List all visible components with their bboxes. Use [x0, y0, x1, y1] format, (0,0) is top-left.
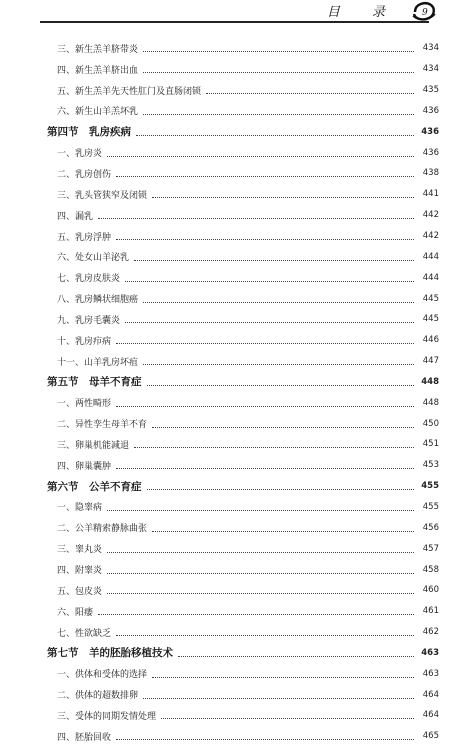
toc-entry-title: 五、乳房浮肿: [47, 230, 113, 243]
dot-leader: [98, 613, 414, 615]
dot-leader: [178, 655, 414, 657]
toc-entry-title: 七、性欲缺乏: [47, 626, 113, 639]
toc-entry-title: 四、附睾炎: [47, 563, 104, 576]
dot-leader: [116, 238, 414, 240]
toc-item-row: [47, 517, 439, 538]
toc-page-number: 463: [421, 647, 439, 658]
toc-entry-title: 二、供体的超数排卵: [47, 688, 140, 701]
dot-leader: [161, 717, 414, 719]
toc-item-row: [47, 267, 439, 288]
toc-item-row: [47, 705, 439, 726]
toc-item-row: [47, 163, 439, 184]
toc-page-number: 461: [422, 606, 439, 617]
toc-page-number: 458: [422, 564, 439, 575]
toc-entry-title: 一、供体和受体的选择: [47, 667, 149, 680]
dot-leader: [152, 676, 414, 678]
toc-item-row: [47, 601, 439, 622]
dot-leader: [116, 342, 414, 344]
toc-entry-title: 第六节 公羊不育症: [47, 480, 142, 493]
toc-entry-title: 三、新生羔羊脐带炎: [47, 42, 140, 55]
dot-leader: [143, 301, 414, 303]
toc-entry-title: 五、包皮炎: [47, 584, 104, 597]
toc-entry-title: 一、乳房炎: [47, 146, 104, 159]
dot-leader: [147, 488, 415, 490]
toc-item-row: [47, 246, 439, 267]
dot-leader: [125, 321, 414, 323]
toc-entry-title: 四、新生羔羊脐出血: [47, 63, 140, 76]
dot-leader: [147, 384, 415, 386]
toc-entry-title: 四、卵巢囊肿: [47, 459, 113, 472]
toc-item-row: [47, 455, 439, 476]
dot-leader: [143, 113, 414, 115]
toc-item-row: [47, 726, 439, 747]
dot-leader: [134, 259, 414, 261]
toc-page-number: 455: [421, 481, 439, 492]
toc-page-number: 455: [422, 501, 439, 512]
toc-entry-title: 第七节 羊的胚胎移植技术: [47, 647, 173, 660]
page-header: [0, 0, 451, 28]
dot-leader: [134, 446, 414, 448]
toc-item-row: [47, 142, 439, 163]
toc-item-row: [47, 622, 439, 643]
toc-entry-title: 三、受体的同期发情处理: [47, 709, 158, 722]
dot-leader: [152, 196, 414, 198]
toc-entry-title: 三、乳头管狭窄及闭锁: [47, 188, 149, 201]
toc-page-number: 462: [422, 627, 439, 638]
toc-section-row: [47, 476, 439, 497]
toc-item-row: [47, 434, 439, 455]
toc-page-number: 436: [422, 105, 439, 116]
toc-item-row: [47, 413, 439, 434]
toc-page-number: 451: [422, 439, 439, 450]
toc-page-number: 450: [422, 418, 439, 429]
toc-item-row: [47, 663, 439, 684]
toc-page-number: 438: [422, 168, 439, 179]
toc-entry-title: 一、隐睾病: [47, 500, 104, 513]
toc-entry-title: 二、乳房创伤: [47, 167, 113, 180]
toc-page-number: 436: [421, 126, 439, 137]
toc-item-row: [47, 184, 439, 205]
toc-page-number: 457: [422, 543, 439, 554]
toc-entry-title: 三、卵巢机能减退: [47, 438, 131, 451]
toc-entry-title: 二、公羊精索静脉曲张: [47, 521, 149, 534]
dot-leader: [107, 551, 414, 553]
dot-leader: [116, 405, 414, 407]
dot-leader: [136, 134, 414, 136]
page-number: 9: [422, 8, 428, 18]
toc-entry-title: 二、异性孪生母羊不育: [47, 417, 149, 430]
toc-page-number: 446: [422, 335, 439, 346]
dot-leader: [143, 697, 414, 699]
toc-entry-title: 八、乳房鳞状细胞癌: [47, 292, 140, 305]
toc-item-row: [47, 59, 439, 80]
toc-item-row: [47, 497, 439, 518]
toc-page-number: 436: [422, 147, 439, 158]
toc-page-number: 434: [422, 43, 439, 54]
toc-page-number: 448: [422, 397, 439, 408]
header-rule: [40, 21, 429, 23]
toc-section-row: [47, 642, 439, 663]
toc-entry-title: 六、阳痿: [47, 605, 95, 618]
toc-entry-title: 六、处女山羊泌乳: [47, 250, 131, 263]
dot-leader: [152, 530, 414, 532]
toc-item-row: [47, 226, 439, 247]
toc-page-number: 444: [422, 272, 439, 283]
toc-page-number: 465: [422, 731, 439, 742]
dot-leader: [116, 467, 414, 469]
dot-leader: [98, 217, 414, 219]
toc-page-number: 442: [422, 231, 439, 242]
toc-item-row: [47, 580, 439, 601]
dot-leader: [206, 92, 414, 94]
toc-section-row: [47, 121, 439, 142]
toc-page-number: 448: [421, 376, 439, 387]
dot-leader: [107, 592, 414, 594]
toc-item-row: [47, 309, 439, 330]
toc-item-row: [47, 330, 439, 351]
toc-item-row: [47, 205, 439, 226]
dot-leader: [116, 634, 414, 636]
toc-page-number: 453: [422, 460, 439, 471]
table-of-contents: [47, 38, 439, 747]
toc-page-number: 463: [422, 668, 439, 679]
toc-entry-title: 十、乳房疖病: [47, 334, 113, 347]
toc-entry-title: 七、乳房皮肤炎: [47, 271, 122, 284]
toc-page-number: 441: [422, 189, 439, 200]
toc-page-number: 435: [422, 85, 439, 96]
toc-item-row: [47, 288, 439, 309]
dot-leader: [107, 509, 414, 511]
dot-leader: [143, 50, 414, 52]
toc-entry-title: 第五节 母羊不育症: [47, 376, 142, 389]
toc-page-number: 447: [422, 356, 439, 367]
toc-item-row: [47, 538, 439, 559]
toc-page-number: 434: [422, 64, 439, 75]
toc-entry-title: 十一、山羊乳房坏疽: [47, 355, 140, 368]
dot-leader: [143, 71, 414, 73]
toc-item-row: [47, 684, 439, 705]
dot-leader: [152, 426, 414, 428]
toc-item-row: [47, 559, 439, 580]
toc-page-number: 464: [422, 689, 439, 700]
toc-page-number: 444: [422, 251, 439, 262]
toc-entry-title: 九、乳房毛囊炎: [47, 313, 122, 326]
dot-leader: [116, 738, 414, 740]
toc-page-number: 445: [422, 314, 439, 325]
toc-page-number: 464: [422, 710, 439, 721]
toc-entry-title: 三、睾丸炎: [47, 542, 104, 555]
toc-page-number: 445: [422, 293, 439, 304]
toc-item-row: [47, 101, 439, 122]
header-title: 目 录: [326, 5, 399, 20]
dot-leader: [116, 175, 414, 177]
toc-entry-title: 四、漏乳: [47, 209, 95, 222]
dot-leader: [107, 572, 414, 574]
toc-entry-title: 四、胚胎回收: [47, 730, 113, 743]
toc-entry-title: 五、新生羔羊先天性肛门及直肠闭锁: [47, 84, 203, 97]
toc-item-row: [47, 38, 439, 59]
toc-entry-title: 第四节 乳房疾病: [47, 126, 131, 139]
dot-leader: [143, 363, 414, 365]
toc-item-row: [47, 351, 439, 372]
dot-leader: [125, 280, 414, 282]
toc-entry-title: 六、新生山羊羔坏乳: [47, 104, 140, 117]
toc-item-row: [47, 80, 439, 101]
page-number-badge: [411, 0, 437, 22]
toc-page-number: 460: [422, 585, 439, 596]
toc-page-number: 456: [422, 522, 439, 533]
toc-item-row: [47, 392, 439, 413]
toc-entry-title: 一、两性畸形: [47, 396, 113, 409]
toc-section-row: [47, 372, 439, 393]
dot-leader: [107, 155, 414, 157]
toc-page-number: 442: [422, 210, 439, 221]
